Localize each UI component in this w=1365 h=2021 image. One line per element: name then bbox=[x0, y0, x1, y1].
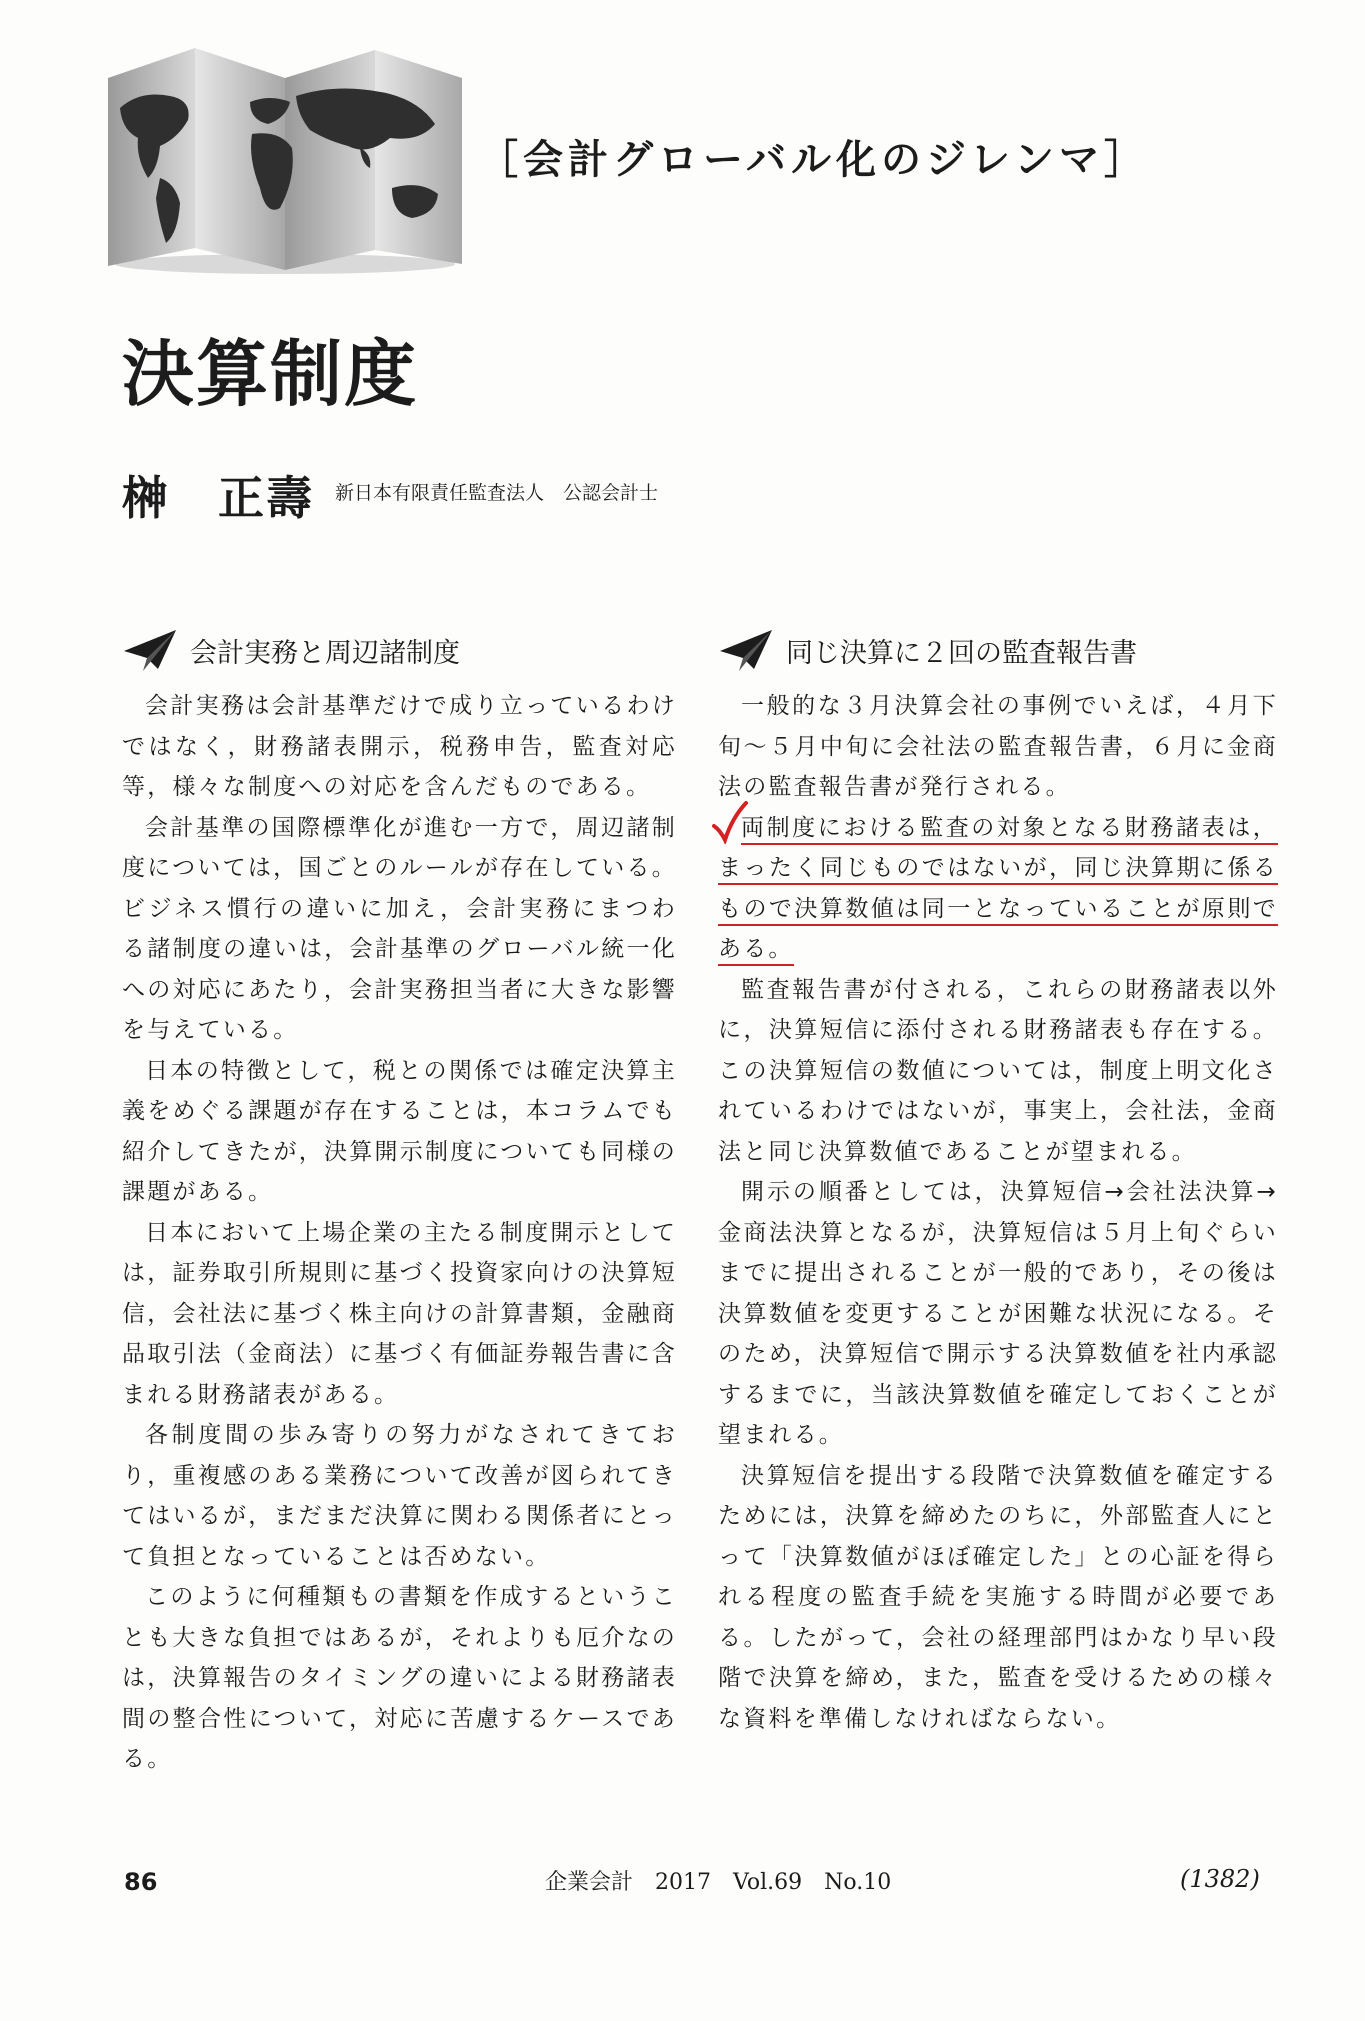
world-map-graphic bbox=[100, 38, 470, 278]
paragraph: 日本の特徴として，税との関係では確定決算主義をめぐる課題が存在することは，本コラムでも紹介してきたが，決算開示制度についても同様の課題がある。 bbox=[122, 1057, 677, 1205]
left-column bbox=[122, 620, 677, 1780]
author-affiliation: 新日本有限責任監査法人 公認会計士 bbox=[335, 482, 659, 504]
paper-plane-icon bbox=[122, 627, 178, 673]
author-name: 榊 正壽 bbox=[122, 471, 314, 525]
check-mark-icon bbox=[710, 800, 748, 844]
red-underlined-text: 両制度における監査の対象となる財務諸表は，まったく同じものではないが，同じ決算期に係るもので決算数値は同一となっていることが原則である。 bbox=[718, 815, 1278, 967]
paragraph: 各制度間の歩み寄りの努力がなされてきており，重複感のある業務について改善が図られてきてはいるが，まだまだ決算に関わる関係者にとって負担となっていることは否めない。 bbox=[122, 1422, 677, 1570]
paragraph: 開示の順番としては，決算短信→会社法決算→金商法決算となるが，決算短信は５月上旬ぐらいまでに提出されることが一般的であり，その後は決算数値を変更することが困難な状況になる。そのため，決算短信で開示する決算数値を社内承認するまでに，当該決算数値を確定しておくことが望まれる。 bbox=[718, 1179, 1278, 1448]
section-heading bbox=[718, 620, 1278, 680]
section-title: 会計実務と周辺諸制度 bbox=[190, 637, 460, 669]
paragraph: このように何種類もの書類を作成するということも大きな負担ではあるが，それよりも厄介なのは，決算報告のタイミングの違いによる財務諸表間の整合性について，対応に苦慮するケースである。 bbox=[122, 1584, 677, 1772]
paragraph: 監査報告書が付される，これらの財務諸表以外に，決算短信に添付される財務諸表も存在する。この決算短信の数値については，制度上明文化されているわけではないが，事実上，会社法，金商法と同じ決算数値であることが望まれる。 bbox=[718, 976, 1278, 1165]
journal-info: 企業会計 2017 Vol.69 No.10 bbox=[545, 1870, 892, 1895]
section-title: 同じ決算に２回の監査報告書 bbox=[786, 637, 1137, 669]
section-heading bbox=[122, 620, 677, 680]
series-title: ［会計グローバル化のジレンマ］ bbox=[478, 137, 1149, 183]
paragraph: 決算短信を提出する段階で決算数値を確定するためには，決算を締めたのちに，外部監査人にとって「決算数値がほぼ確定した」との心証を得られる程度の監査手続を実施する時間が必要である。したがって，会社の経理部門はかなり早い段階で決算を締め，また，監査を受けるための様々な資料を準備しなければならない。 bbox=[718, 1462, 1278, 1732]
right-column bbox=[718, 620, 1278, 1739]
paragraph: 一般的な３月決算会社の事例でいえば，４月下旬～５月中旬に会社法の監査報告書，６月に金商法の監査報告書が発行される。 bbox=[718, 693, 1278, 800]
paper-plane-icon bbox=[718, 627, 774, 673]
article-title: 決算制度 bbox=[122, 332, 419, 416]
serial-page-number: (1382) bbox=[1180, 1865, 1260, 1893]
paragraph: 会計実務は会計基準だけで成り立っているわけではなく，財務諸表開示，税務申告，監査対応等，様々な制度への対応を含んだものである。 bbox=[122, 693, 677, 800]
paragraph: 日本において上場企業の主たる制度開示としては，証券取引所規則に基づく投資家向けの決算短信，会社法に基づく株主向けの計算書類，金融商品取引法（金商法）に基づく有価証券報告書に含まれる財務諸表がある。 bbox=[122, 1219, 677, 1408]
highlighted-paragraph bbox=[718, 808, 1278, 970]
paragraph: 会計基準の国際標準化が進む一方で，周辺諸制度については，国ごとのルールが存在している。ビジネス慣行の違いに加え，会計実務にまつわる諸制度の違いは，会計基準のグローバル統一化への対応にあたり，会計実務担当者に大きな影響を与えている。 bbox=[122, 814, 677, 1043]
page-number: 86 bbox=[124, 1868, 158, 1896]
